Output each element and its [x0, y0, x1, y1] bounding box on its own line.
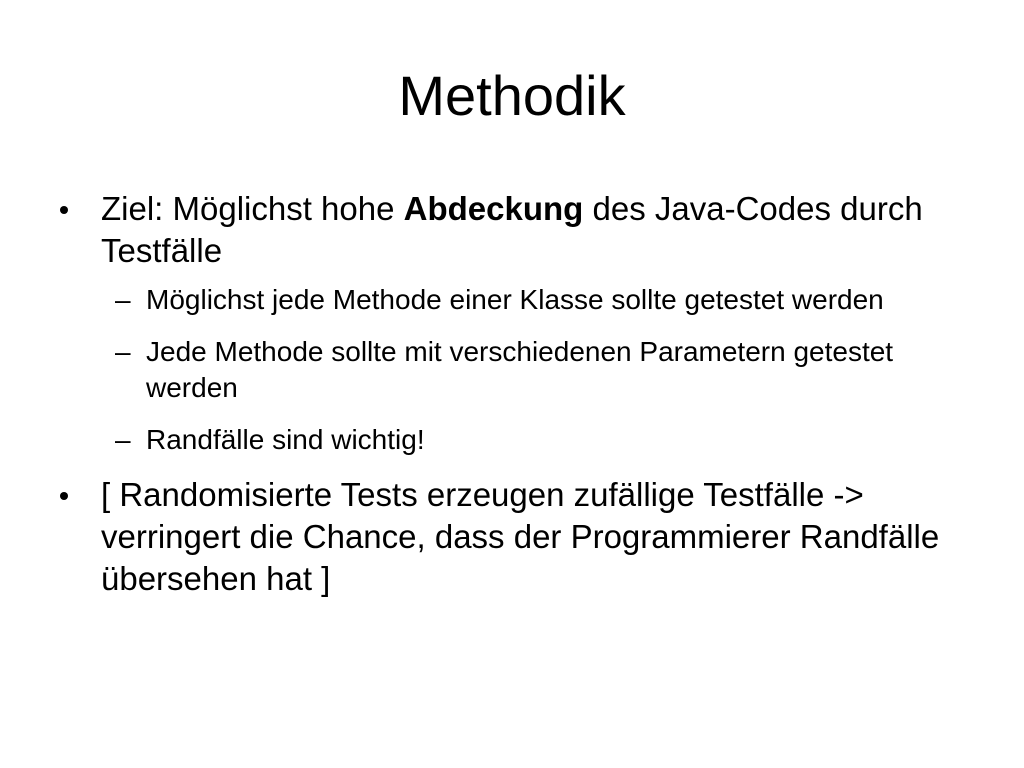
bullet-text: [ Randomisierte Tests erzeugen zufällige Testfälle -> verringert die Chance, dass der Programmierer Randfälle übersehen hat ] — [101, 476, 940, 597]
bullet-text-part: Ziel: Möglichst hohe — [101, 190, 404, 227]
bullet-text-emphasis: Abdeckung — [403, 190, 584, 227]
sub-bullet-item — [60, 422, 970, 458]
slide-title: Methodik — [398, 64, 626, 127]
bullet-item-random-tests — [60, 474, 970, 600]
sub-bullet-text: Jede Methode sollte mit verschiedenen Parametern getestet werden — [146, 336, 894, 403]
slide-body — [60, 188, 970, 610]
dash-marker: – — [115, 284, 131, 315]
bullet-item-goal — [60, 188, 970, 272]
sub-bullet-list — [60, 282, 970, 458]
sub-bullet-text: Möglichst jede Methode einer Klasse sollte getestet werden — [146, 284, 884, 315]
sub-bullet-text: Randfälle sind wichtig! — [146, 424, 425, 455]
bullet-text-part: des Java-Codes durch Testfälle — [101, 190, 923, 269]
sub-bullet-item — [60, 282, 970, 318]
sub-bullet-item — [60, 334, 970, 406]
dash-marker: – — [115, 336, 131, 367]
dash-marker: – — [115, 424, 131, 455]
